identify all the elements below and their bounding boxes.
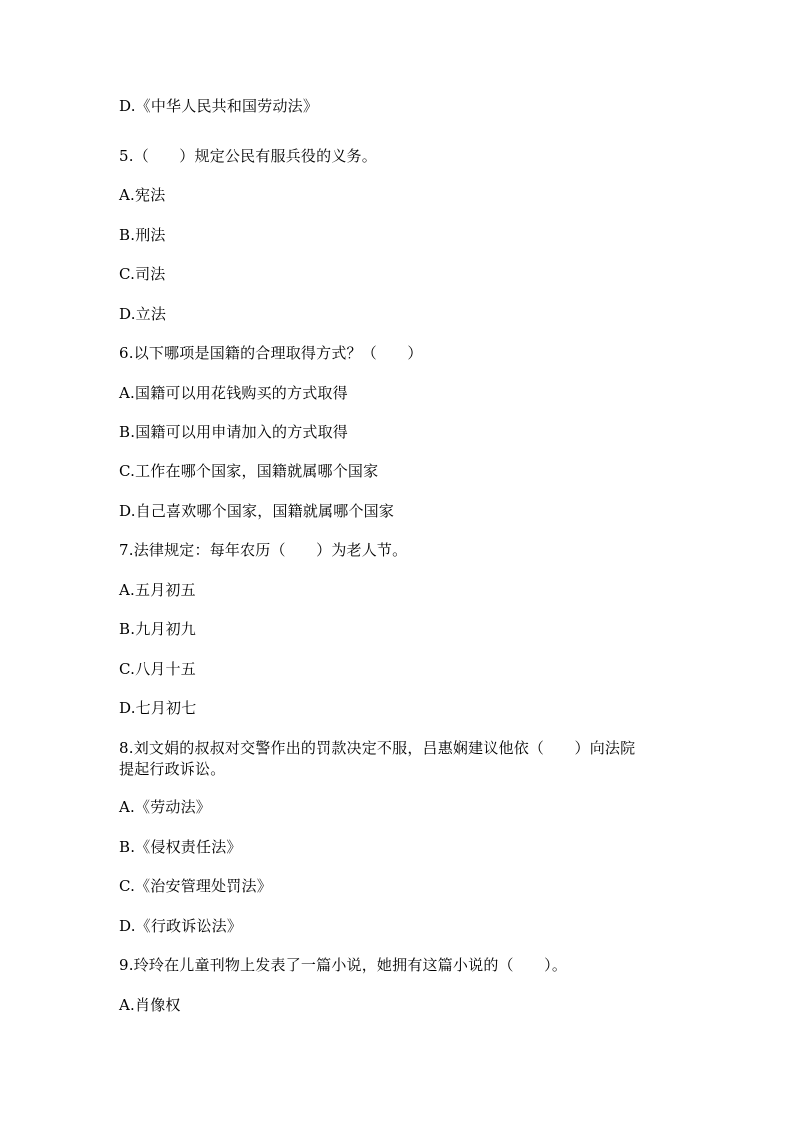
question-8-option-b: B.《侵权责任法》 [119,838,242,856]
question-7-option-d: D.七月初七 [119,699,197,717]
question-5-option-c: C.司法 [119,265,166,283]
prev-question-option-d: D.《中华人民共和国劳动法》 [119,97,319,115]
question-8-stem-line-1: 8.刘文娟的叔叔对交警作出的罚款决定不服，吕惠娴建议他依（ ）向法院 [119,739,636,757]
question-6-option-c: C.工作在哪个国家，国籍就属哪个国家 [119,462,379,480]
question-6-option-d: D.自己喜欢哪个国家，国籍就属哪个国家 [119,502,395,520]
question-7-option-a: A.五月初五 [119,581,196,599]
question-6-option-a: A.国籍可以用花钱购买的方式取得 [119,384,348,402]
question-8-option-a: A.《劳动法》 [119,798,212,816]
question-6-stem: 6.以下哪项是国籍的合理取得方式？（ ） [119,344,423,362]
question-8-option-c: C.《治安管理处罚法》 [119,877,272,895]
question-8-stem-line-2: 提起行政诉讼。 [119,760,226,778]
question-7-option-b: B.九月初九 [119,620,196,638]
question-9-stem: 9.玲玲在儿童刊物上发表了一篇小说，她拥有这篇小说的（ ）。 [119,956,568,974]
question-5-option-a: A.宪法 [119,186,166,204]
question-5-option-b: B.刑法 [119,226,166,244]
question-7-option-c: C.八月十五 [119,660,196,678]
question-5-option-d: D.立法 [119,305,167,323]
question-6-option-b: B.国籍可以用申请加入的方式取得 [119,423,348,441]
question-8-option-d: D.《行政诉讼法》 [119,917,243,935]
question-7-stem: 7.法律规定：每年农历（ ）为老人节。 [119,541,408,559]
question-9-option-a: A.肖像权 [119,996,181,1014]
question-5-stem: 5.（ ）规定公民有服兵役的义务。 [119,147,377,165]
